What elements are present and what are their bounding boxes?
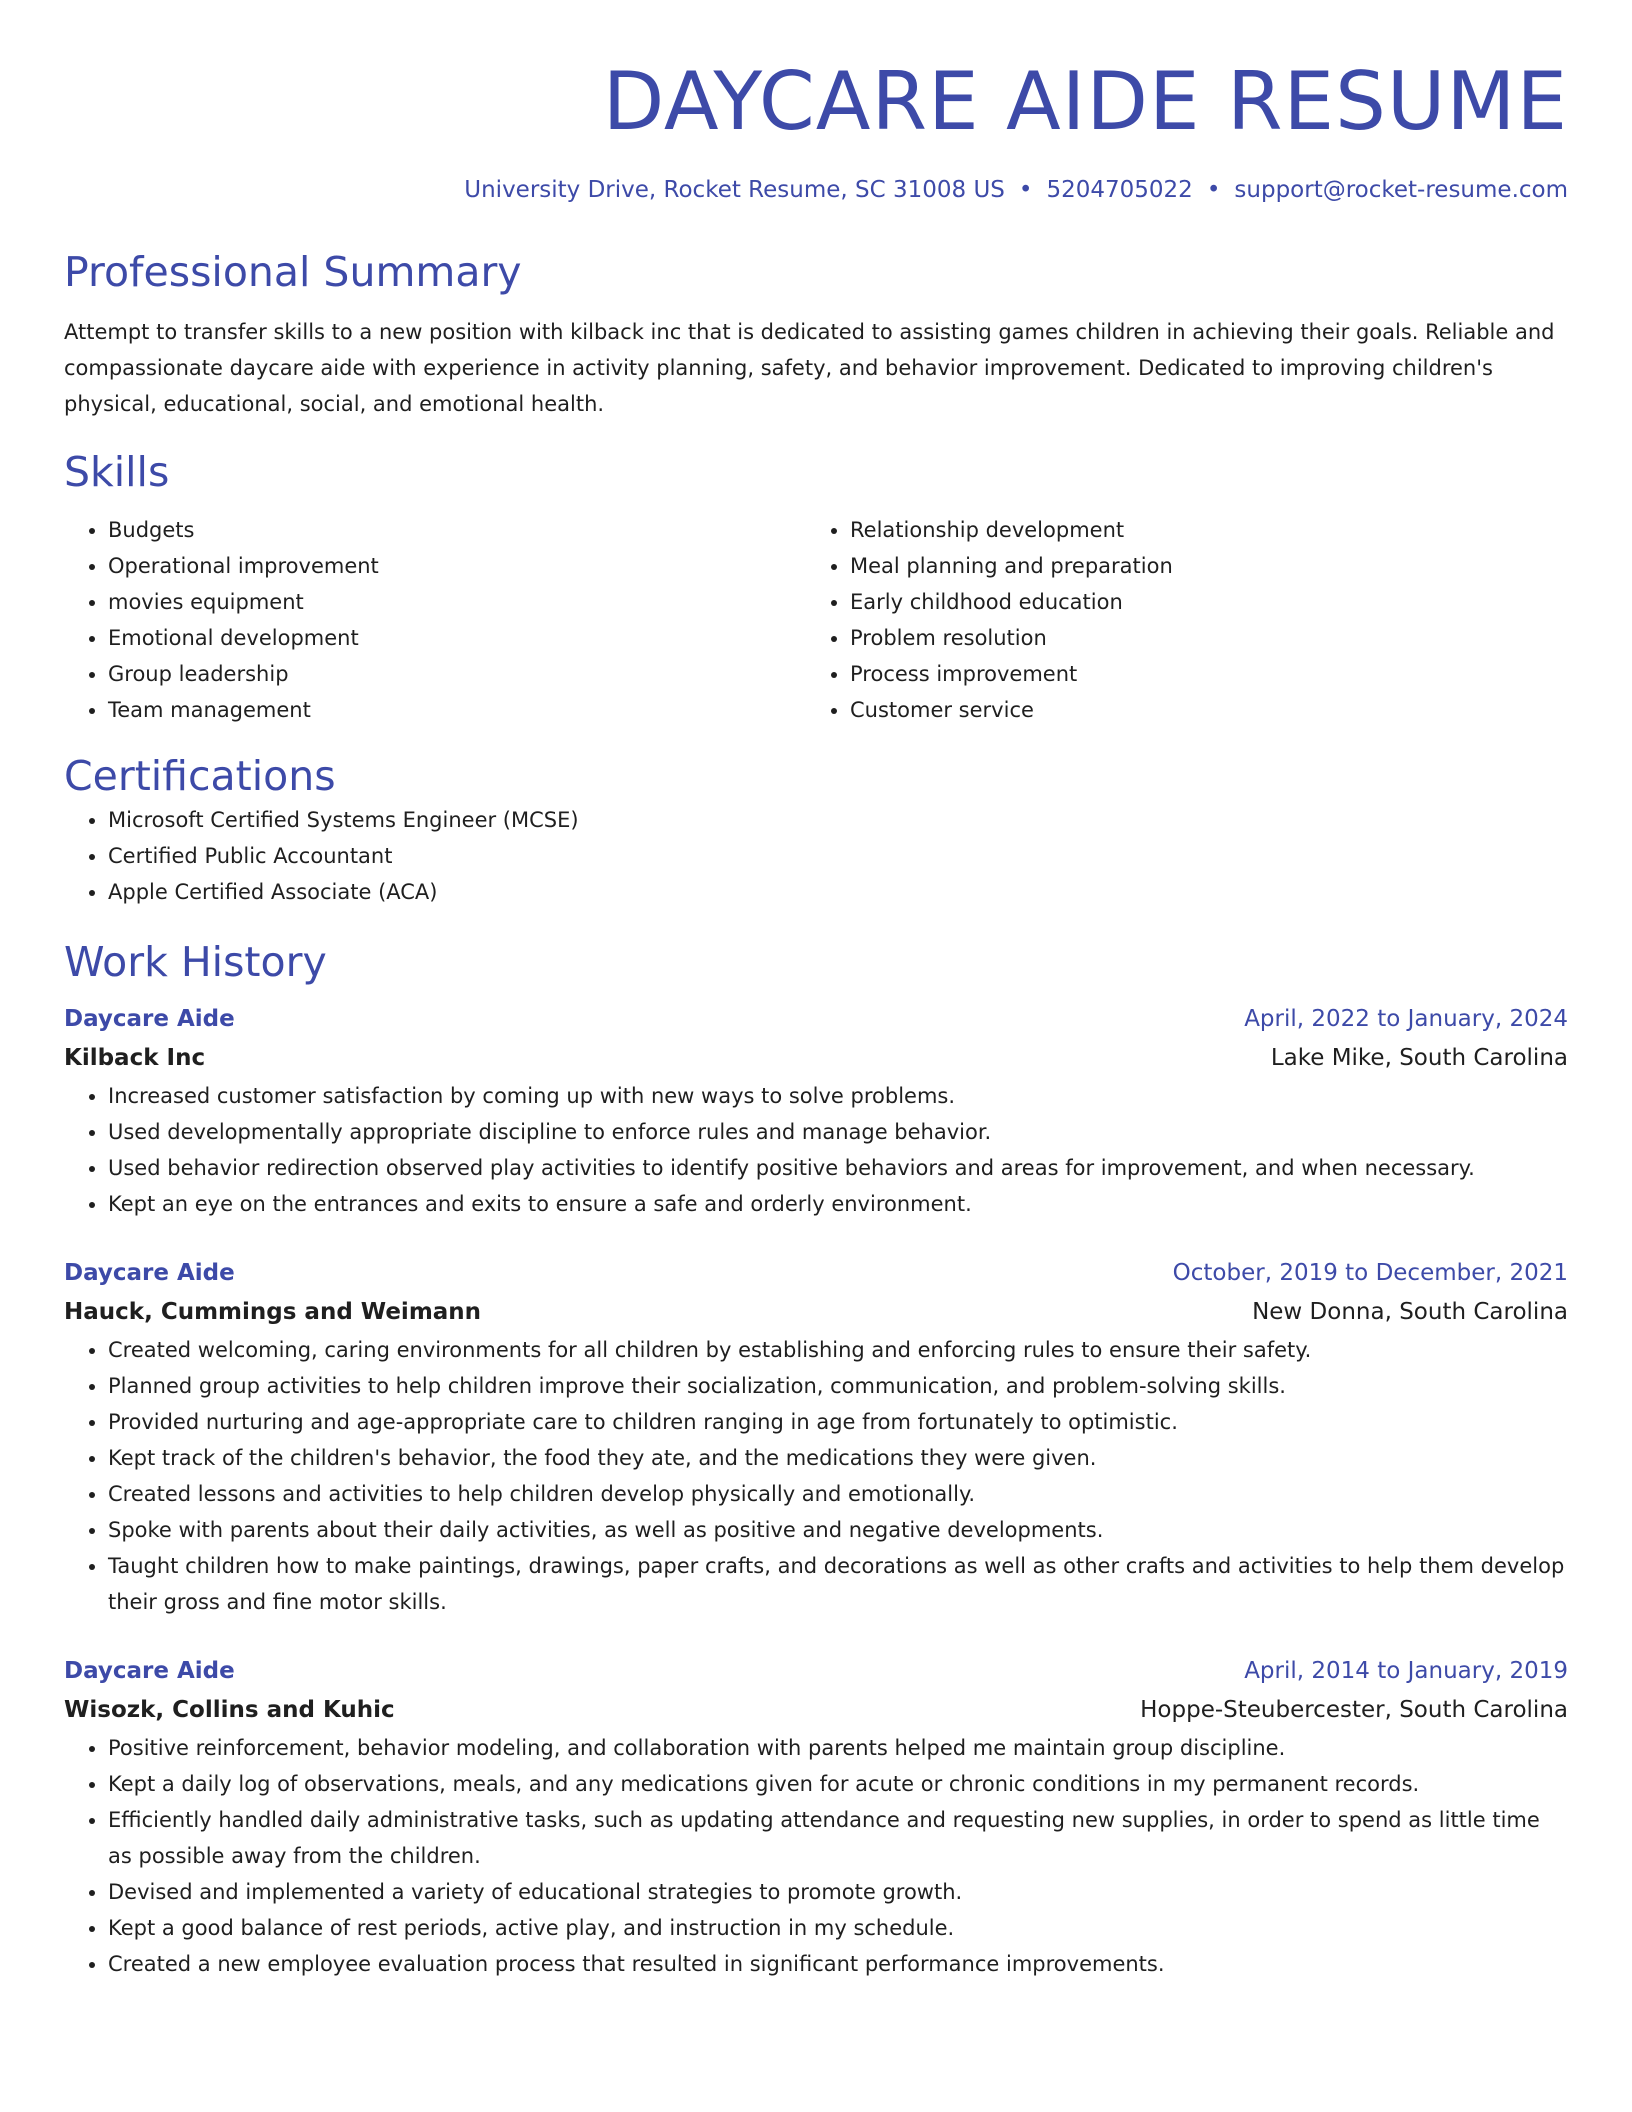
job-header-row (64, 1652, 1568, 1690)
job-location: Lake Mike, South Carolina (1270, 1045, 1568, 1071)
work-history-heading: Work History (64, 938, 327, 986)
skill-item: • Budgets (108, 512, 806, 548)
skill-item: • Operational improvement (108, 548, 806, 584)
job-employer-row (64, 1690, 1568, 1730)
resume-page (64, 0, 1568, 1982)
job-duty: • Used developmentally appropriate discipline to enforce rules and manage behavior. (108, 1114, 1568, 1150)
summary-heading: Professional Summary (64, 248, 522, 296)
job-position: Daycare Aide (64, 1006, 235, 1032)
job-employer-row (64, 1292, 1568, 1332)
job-company: Hauck, Cummings and Weimann (64, 1299, 482, 1325)
job-duty: • Taught children how to make paintings, drawings, paper crafts, and decorations as well as other crafts and activities to help them develop their gross and fine motor skills. (108, 1548, 1568, 1620)
job-dates: April, 2022 to January, 2024 (1244, 1006, 1568, 1032)
certification-item: • Certified Public Accountant (108, 838, 1568, 874)
certification-item: • Apple Certified Associate (ACA) (108, 874, 1568, 910)
contact-phone: 5204705022 (1046, 177, 1193, 203)
skills-list-right (806, 512, 1548, 728)
job-header-row (64, 1000, 1568, 1038)
job-entry (64, 1254, 1568, 1620)
contact-separator: • (1018, 177, 1033, 203)
skills-heading: Skills (64, 448, 170, 496)
job-duty: • Kept a daily log of observations, meals, and any medications given for acute or chronic conditions in my permanent records. (108, 1766, 1568, 1802)
certifications-list (64, 802, 1568, 910)
certification-item: • Microsoft Certified Systems Engineer (MCSE) (108, 802, 1568, 838)
skill-item: • Process improvement (850, 656, 1548, 692)
certifications-heading: Certifications (64, 752, 336, 800)
contact-address: University Drive, Rocket Resume, SC 31008 US (464, 177, 1005, 203)
skills-column-left (64, 512, 806, 728)
job-location: New Donna, South Carolina (1252, 1299, 1568, 1325)
job-duty: • Created welcoming, caring environments for all children by establishing and enforcing rules to ensure their safety. (108, 1332, 1568, 1368)
job-duty: • Kept an eye on the entrances and exits to ensure a safe and orderly environment. (108, 1186, 1568, 1222)
job-company: Wisozk, Collins and Kuhic (64, 1697, 395, 1723)
job-company: Kilback Inc (64, 1045, 206, 1071)
skills-list-left (64, 512, 806, 728)
job-employer-row (64, 1038, 1568, 1078)
job-entry (64, 1000, 1568, 1222)
job-header-row (64, 1254, 1568, 1292)
skill-item: • Early childhood education (850, 584, 1548, 620)
job-duty: • Kept a good balance of rest periods, active play, and instruction in my schedule. (108, 1910, 1568, 1946)
job-location: Hoppe-Steubercester, South Carolina (1140, 1697, 1568, 1723)
contact-line (64, 174, 1568, 206)
job-duties-list (64, 1332, 1568, 1620)
job-duty: • Increased customer satisfaction by coming up with new ways to solve problems. (108, 1078, 1568, 1114)
job-duties-list (64, 1730, 1568, 1982)
job-duties-list (64, 1078, 1568, 1222)
skill-item: • Team management (108, 692, 806, 728)
skills-grid (64, 512, 1568, 728)
skill-item: • Relationship development (850, 512, 1548, 548)
job-duty: • Planned group activities to help children improve their socialization, communication, and problem-solving skills. (108, 1368, 1568, 1404)
job-duty: • Used behavior redirection observed play activities to identify positive behaviors and areas for improvement, and when necessary. (108, 1150, 1568, 1186)
skill-item: • Customer service (850, 692, 1548, 728)
job-duty: • Created a new employee evaluation process that resulted in significant performance improvements. (108, 1946, 1568, 1982)
skill-item: • Group leadership (108, 656, 806, 692)
job-duty: • Efficiently handled daily administrative tasks, such as updating attendance and requesting new supplies, in order to spend as little time as possible away from the children. (108, 1802, 1568, 1874)
skill-item: • movies equipment (108, 584, 806, 620)
job-duty: • Positive reinforcement, behavior modeling, and collaboration with parents helped me maintain group discipline. (108, 1730, 1568, 1766)
job-duty: • Provided nurturing and age-appropriate care to children ranging in age from fortunately to optimistic. (108, 1404, 1568, 1440)
job-duty: • Kept track of the children's behavior, the food they ate, and the medications they were given. (108, 1440, 1568, 1476)
summary-text: Attempt to transfer skills to a new position with kilback inc that is dedicated to assisting games children in achieving their goals. Reliable and compassionate daycare aide with experience in activity planning, safety, and behavior improvement. Dedicated to improving children's physical, educational, social, and emotional health. (64, 320, 1555, 416)
job-dates: April, 2014 to January, 2019 (1244, 1658, 1568, 1684)
job-dates: October, 2019 to December, 2021 (1172, 1260, 1568, 1286)
job-duty: • Devised and implemented a variety of educational strategies to promote growth. (108, 1874, 1568, 1910)
job-entry (64, 1652, 1568, 1982)
contact-separator: • (1206, 177, 1221, 203)
job-position: Daycare Aide (64, 1658, 235, 1684)
skill-item: • Problem resolution (850, 620, 1548, 656)
skills-column-right (806, 512, 1548, 728)
contact-email: support@rocket-resume.com (1234, 177, 1568, 203)
skill-item: • Meal planning and preparation (850, 548, 1548, 584)
job-duty: • Created lessons and activities to help children develop physically and emotionally. (108, 1476, 1568, 1512)
skill-item: • Emotional development (108, 620, 806, 656)
job-duty: • Spoke with parents about their daily activities, as well as positive and negative developments. (108, 1512, 1568, 1548)
resume-title: DAYCARE AIDE RESUME (602, 55, 1568, 148)
job-position: Daycare Aide (64, 1260, 235, 1286)
